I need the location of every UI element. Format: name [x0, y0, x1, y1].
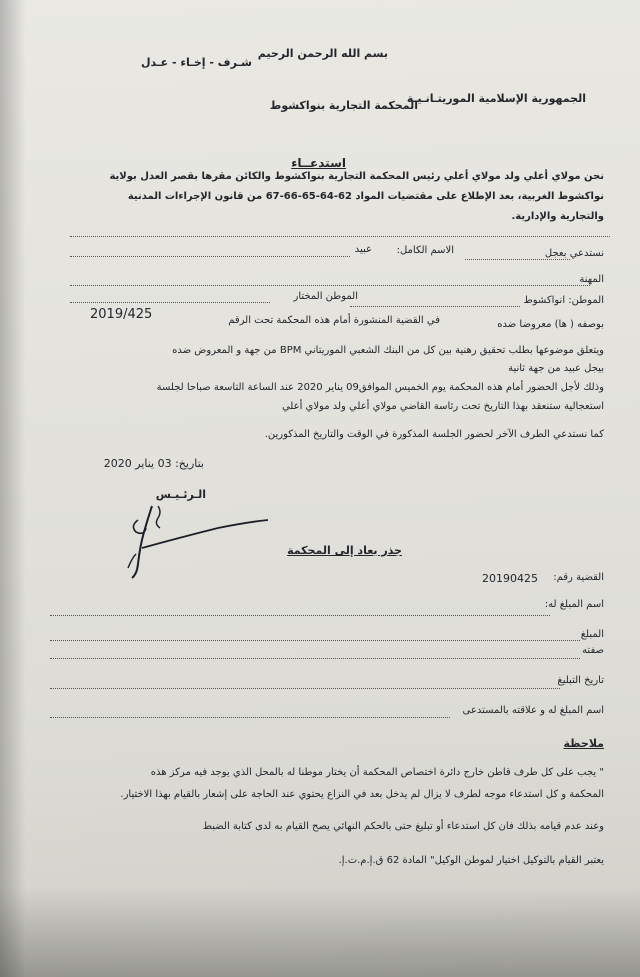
note-1-line-1: " يجب على كل طرف قاطن خارج دائرة اختصاص المحكمة أن يختار موطنا له بالمحل الذي يوجد فيه مركز هذه: [150, 767, 604, 778]
subject-line-2: بيجل عبيد من جهة ثانية: [508, 363, 604, 374]
dotted-line: [50, 615, 550, 616]
dotted-line: [70, 256, 350, 257]
notes-title: ملاحظة: [563, 737, 604, 750]
intro-line-1: نحن مولاي أعلي ولد مولاي أعلي رئيس المحكمة التجارية بنواكشوط والكائن مقرها بقصر العدل بولاية: [109, 171, 604, 182]
notified-name-label: اسم المبلغ له:: [544, 599, 604, 610]
case-prefix: بوصفه ( ها) معروضا ضده: [497, 319, 604, 330]
case-number: 2019/425: [90, 307, 153, 322]
dotted-line: [50, 658, 580, 659]
dotted-line: [70, 236, 610, 237]
republic-name: الجمهورية الإسلامية الموريتـانـيـة: [406, 92, 586, 105]
note-3: يعتبر القيام بالتوكيل اختيار لموطن الوكيل" المادة 62 ق.إ.م.ت.إ.: [338, 855, 604, 866]
appear-line-2: استعجالية ستنعقد بهذا التاريخ تحت رئاسة القاضي مولاي أعلي ولد مولاي أعلي: [281, 401, 604, 412]
court-name: المحكمة التجارية بنواكشوط: [269, 99, 418, 112]
subject-line-1: ويتعلق موضوعها بطلب تحقيق رهنية بين كل من البنك الشعبي الموريتاني BPM من جهة و المعروض ضده: [172, 345, 604, 356]
full-name-label: الاسم الكامل:: [396, 245, 454, 256]
page-shadow-bottom: [0, 887, 640, 977]
dotted-line: [50, 688, 560, 689]
summons-title: استدعــاء: [291, 156, 346, 170]
dotted-line: [465, 259, 570, 260]
return-slip-title: جذر يعاد إلى المحكمة: [287, 544, 402, 557]
intro-line-3: والتجارية والإدارية.: [511, 211, 604, 222]
motto: شـرف - إخـاء - عـدل: [140, 56, 252, 69]
case-no-label: القضية رقم:: [553, 572, 604, 583]
date-line: بتاريخ: 03 يناير 2020: [103, 457, 204, 470]
dotted-line: [350, 306, 520, 307]
dotted-line: [50, 640, 580, 641]
notification-date-label: تاريخ التبليغ: [557, 675, 604, 686]
appear-line-1: وذلك لأجل الحضور أمام هذه المحكمة يوم الخميس الموافق09 يناير 2020 عند الساعة التاسعة صباحا لجلسة: [156, 382, 604, 393]
chosen-residence-label: الموطن المختار: [293, 291, 358, 302]
full-name-value: عبيد: [354, 244, 372, 255]
case-text: في القضية المنشورة أمام هذه المحكمة تحت الرقم: [228, 315, 440, 326]
case-no-value: 20190425: [482, 572, 538, 585]
residence-label: الموطن: انواكشوط: [523, 295, 604, 306]
president-signature: [118, 498, 278, 588]
dotted-line: [70, 285, 590, 286]
intro-line-2: نواكشوط الغربية، بعد الإطلاع على مقتضيات المواد 62-64-65-66-67 من قانون الإجراءات المدنية: [127, 191, 604, 202]
capacity-label: صفته: [582, 645, 604, 656]
note-2: وعند عدم قيامه بذلك فان كل استدعاء أو تبليغ حتى بالحكم النهائي يصح القيام به لدى كتابة الضبط: [202, 821, 604, 832]
dotted-line: [50, 717, 450, 718]
summon-label: نستدعي بعجل: [544, 248, 604, 259]
dotted-line: [70, 302, 270, 303]
profession-label: المهنة: [579, 274, 604, 285]
page-shadow-left: [0, 0, 26, 977]
other-party-line: كما نستدعي الطرف الآخر لحضور الجلسة المذكورة في الوقت والتاريخ المذكورين.: [264, 429, 604, 440]
basmala: بسم الله الرحمن الرحيم: [257, 47, 388, 60]
relation-label: اسم المبلغ له و علاقته بالمستدعى: [462, 705, 604, 716]
notifier-label: المبلغ: [580, 629, 604, 640]
note-1-line-2: المحكمة و كل استدعاء موجه لطرف لا يزال لم يدخل بعد في النزاع يحتوي عند الحاجة على إشعار بالقيام بهذا الاختيار.: [120, 789, 604, 800]
president-label: الـرئـيـس: [155, 488, 206, 501]
